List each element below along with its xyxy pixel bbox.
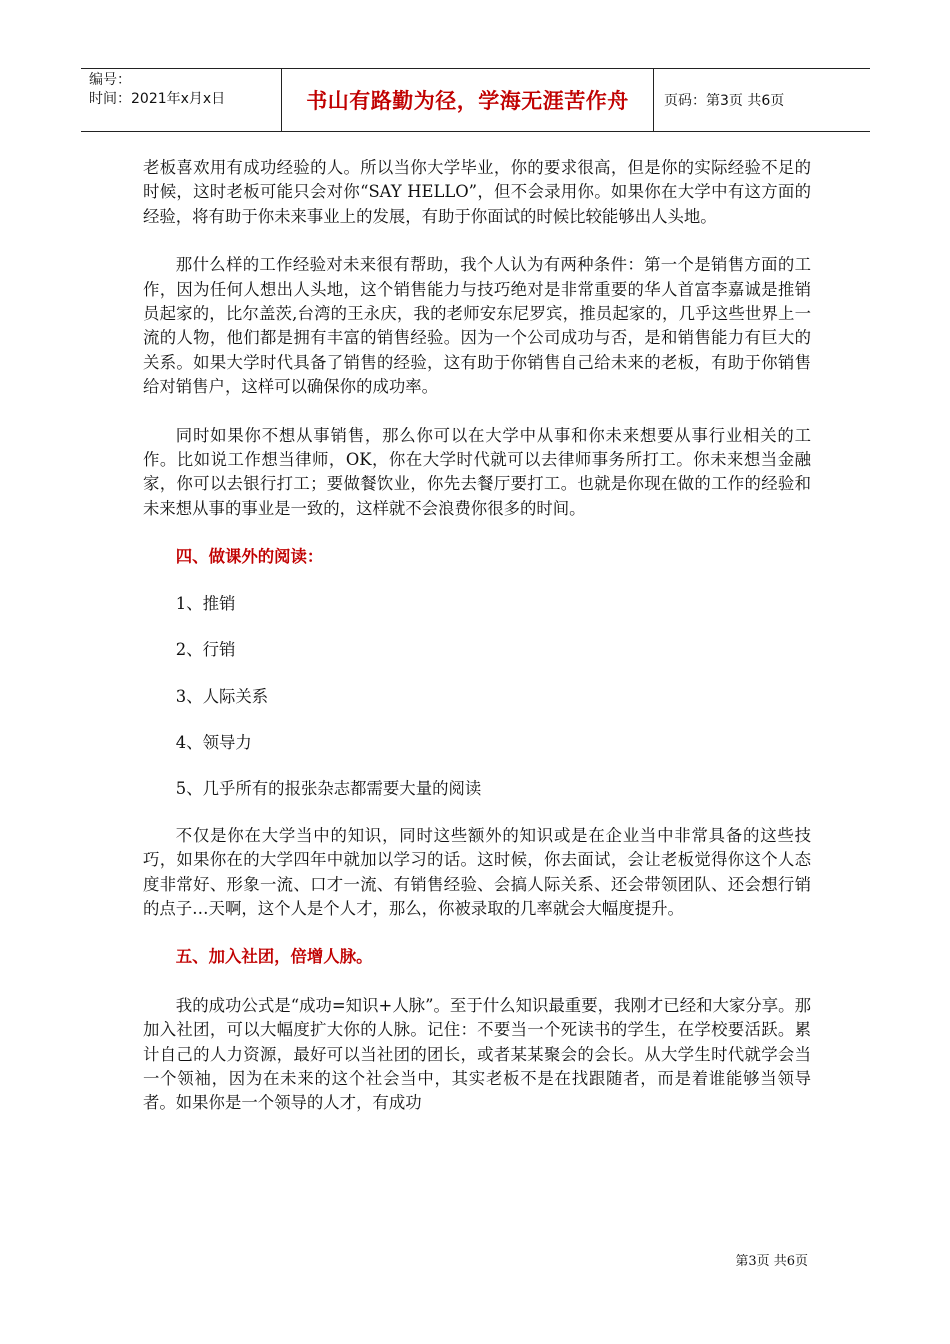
paragraph-2: 那什么样的工作经验对未来很有帮助，我个人认为有两种条件：第一个是销售方面的工作，因为任何人想出人头地，这个销售能力与技巧绝对是非常重要的华人首富李嘉诚是推销员起家的，比尔盖茨,台湾的王永庆，我的老师安东尼罗宾，推员起家的，几乎这些世界上一流的人物，他们都是拥有丰富的销售经验。因为一个公司成功与否，是和销售能力有巨大的关系。如果大学时代具备了销售的经验，这有助于你销售自己给未来的老板，有助于你销售给对销售户，这样可以确保你的成功率。 — [143, 255, 811, 397]
section-heading-4: 四、做课外的阅读： — [175, 547, 324, 567]
document-number: 编号： — [89, 72, 131, 88]
list-item-1: 1、推销 — [175, 593, 236, 613]
page-header — [81, 68, 870, 132]
header-page-number: 页码：第3页 共6页 — [664, 93, 785, 109]
list-item-2: 2、行销 — [175, 640, 236, 660]
section-heading-5: 五、加入社团，倍增人脉。 — [175, 947, 373, 967]
list-item-3: 3、人际关系 — [175, 686, 269, 706]
paragraph-1: 老板喜欢用有成功经验的人。所以当你大学毕业，你的要求很高，但是你的实际经验不足的时候，这时老板可能只会对你“SAY HELLO”，但不会录用你。如果你在大学中有这方面的经验，将有助于你未来事业上的发展，有助于你面试的时候比较能够出人头地。 — [143, 158, 811, 226]
paragraph-4: 不仅是你在大学当中的知识，同时这些额外的知识或是在企业当中非常具备的这些技巧，如果你在的大学四年中就加以学习的话。这时候，你去面试，会让老板觉得你这个人态度非常好、形象一流、口才一流、有销售经验、会搞人际关系、还会带领团队、还会想行销的点子…天啊，这个人是个人才，那么，你被录取的几率就会大幅度提升。 — [143, 825, 811, 918]
paragraph-3: 同时如果你不想从事销售，那么你可以在大学中从事和你未来想要从事行业相关的工作。比如说工作想当律师，OK，你在大学时代就可以去律师事务所打工。你未来想当金融家，你可以去银行打工；要做餐饮业，你先去餐厅要打工。也就是你现在做的工作的经验和未来想从事的事业是一致的，这样就不会浪费你很多的时间。 — [143, 425, 811, 518]
paragraph-5: 我的成功公式是“成功=知识+人脉”。至于什么知识最重要，我刚才已经和大家分享。那加入社团，可以大幅度扩大你的人脉。记住：不要当一个死读书的学生，在学校要活跃。累计自己的人力资源，最好可以当社团的团长，或者某某聚会的会长。从大学生时代就学会当一个领袖，因为在未来的这个社会当中，其实老板不是在找跟随者，而是着谁能够当领导者。如果你是一个领导的人才，有成功 — [143, 995, 811, 1113]
header-meta — [81, 69, 282, 131]
list-item-5: 5、几乎所有的报张杂志都需要大量的阅读 — [175, 779, 482, 799]
list-item-4: 4、领导力 — [175, 732, 252, 752]
document-body — [143, 156, 811, 1116]
header-motto: 书山有路勤为径，学海无涯苦作舟 — [282, 69, 654, 131]
document-date: 时间：2021年x月x日 — [89, 91, 226, 107]
page-footer: 第3页 共6页 — [735, 1254, 808, 1269]
